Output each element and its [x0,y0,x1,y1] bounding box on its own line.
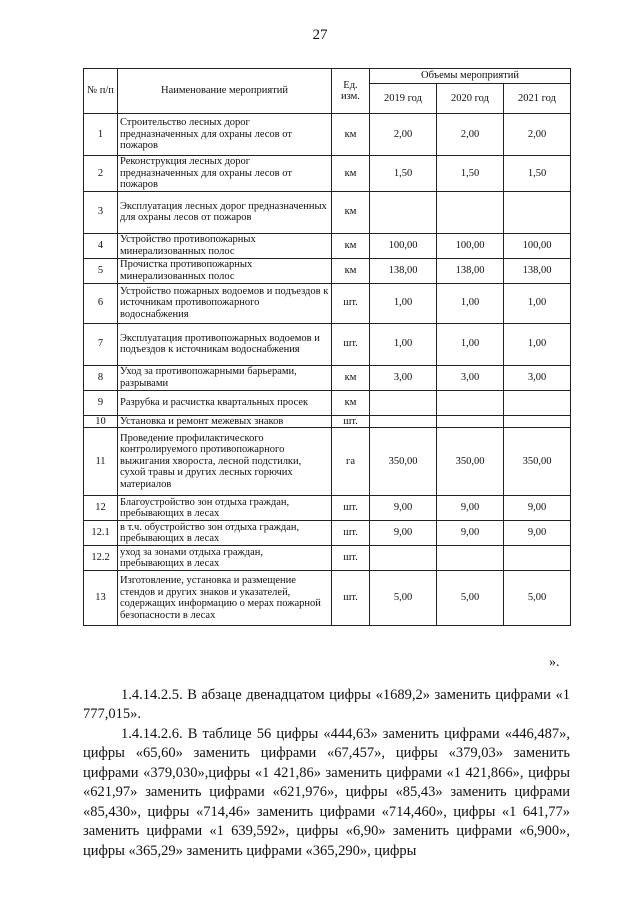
row-value-2019 [370,390,437,415]
row-number: 9 [84,390,118,415]
row-value-2019 [370,546,437,571]
row-measure-name: Уход за противопожарными барьерами, разрывами [118,365,332,390]
table-row [84,546,571,571]
row-measure-name: Эксплуатация лесных дорог предназначенных для охраны лесов от пожаров [118,191,332,233]
row-measure-name: в т.ч. обустройство зон отдыха граждан, пребывающих в лесах [118,521,332,546]
row-measure-name: Устройство противопожарных минерализованных полос [118,233,332,258]
header-volumes: Объемы мероприятий [370,69,571,84]
row-measure-name: Строительство лесных дорог предназначенных для охраны лесов от пожаров [118,114,332,156]
row-value-2019: 3,00 [370,365,437,390]
table-row [84,258,571,283]
row-unit: км [332,258,370,283]
table-body [84,114,571,626]
row-value-2020: 350,00 [437,428,504,496]
row-value-2021: 5,00 [504,571,571,626]
header-year-2019: 2019 год [370,84,437,114]
row-value-2020: 1,50 [437,156,504,192]
row-value-2021: 1,50 [504,156,571,192]
table-row [84,521,571,546]
paragraph-1-4-14-2-5: 1.4.14.2.5. В абзаце двенадцатом цифры «1689,2» заменить цифрами «1 777,015». [83,686,570,722]
row-unit: км [332,390,370,415]
table-row [84,323,571,365]
row-value-2019: 350,00 [370,428,437,496]
table-row [84,191,571,233]
row-value-2019 [370,191,437,233]
table-header [84,69,571,114]
row-unit: шт. [332,283,370,323]
row-value-2021: 1,00 [504,323,571,365]
row-number: 1 [84,114,118,156]
row-value-2019: 100,00 [370,233,437,258]
row-value-2019: 138,00 [370,258,437,283]
page-number: 27 [312,27,328,43]
row-measure-name: Реконструкция лесных дорог предназначенных для охраны лесов от пожаров [118,156,332,192]
table-row [84,156,571,192]
row-value-2020: 3,00 [437,365,504,390]
row-unit: шт. [332,496,370,521]
row-value-2021: 350,00 [504,428,571,496]
table-row [84,415,571,428]
header-unit: Ед. изм. [332,69,370,114]
header-num: № п/п [84,69,118,114]
row-value-2020: 9,00 [437,521,504,546]
row-value-2021 [504,390,571,415]
row-value-2019: 9,00 [370,496,437,521]
row-value-2021 [504,546,571,571]
row-unit: шт. [332,546,370,571]
table-row [84,496,571,521]
row-measure-name: Проведение профилактического контролируемого противопожарного выжигания хвороста, лесной подстилки, сухой травы и других лесных горючих материалов [118,428,332,496]
row-measure-name: Прочистка противопожарных минерализованных полос [118,258,332,283]
table-row [84,233,571,258]
row-number: 10 [84,415,118,428]
paragraph-1-4-14-2-6: 1.4.14.2.6. В таблице 56 цифры «444,63» заменить цифрами «446,487», цифры «65,60» заменить цифрами «67,457», цифры «379,03» заменить цифрами «379,030»,цифры «1 421,86» заменить цифрами «1 421,866», цифры «621,97» заменить цифрами «621,976», цифры «85,43» заменить цифрами «85,430», цифры «714,46» заменить цифрами «714,460», цифры «1 641,77» заменить цифрами «1 639,592», цифры «6,90» заменить цифрами «6,900», цифры «365,29» заменить цифрами «365,290», цифры [83,725,570,859]
closing-quote: ». [549,655,560,670]
row-number: 11 [84,428,118,496]
row-value-2019: 1,00 [370,283,437,323]
row-value-2020: 1,00 [437,323,504,365]
header-year-2020: 2020 год [437,84,504,114]
row-unit: шт. [332,571,370,626]
row-value-2020: 5,00 [437,571,504,626]
table-row [84,283,571,323]
row-value-2019: 9,00 [370,521,437,546]
row-unit: шт. [332,521,370,546]
row-number: 12.2 [84,546,118,571]
row-value-2019: 2,00 [370,114,437,156]
row-measure-name: Устройство пожарных водоемов и подъездов к источникам противопожарного водоснабжения [118,283,332,323]
table-row [84,114,571,156]
row-unit: км [332,365,370,390]
row-measure-name: Разрубка и расчистка квартальных просек [118,390,332,415]
row-value-2020 [437,390,504,415]
row-unit: км [332,114,370,156]
row-unit: км [332,191,370,233]
row-value-2021 [504,191,571,233]
row-value-2020: 9,00 [437,496,504,521]
table-row [84,365,571,390]
row-unit: шт. [332,323,370,365]
row-measure-name: Эксплуатация противопожарных водоемов и подъездов к источникам водоснабжения [118,323,332,365]
row-value-2019 [370,415,437,428]
row-value-2021: 9,00 [504,496,571,521]
row-number: 4 [84,233,118,258]
row-number: 6 [84,283,118,323]
row-value-2019: 1,50 [370,156,437,192]
measures-table [83,68,571,626]
row-value-2021: 2,00 [504,114,571,156]
row-value-2020: 1,00 [437,283,504,323]
row-number: 12.1 [84,521,118,546]
row-value-2020: 138,00 [437,258,504,283]
row-value-2021: 9,00 [504,521,571,546]
table-row [84,390,571,415]
row-unit: км [332,156,370,192]
row-value-2021: 3,00 [504,365,571,390]
row-measure-name: уход за зонами отдыха граждан, пребывающих в лесах [118,546,332,571]
row-number: 8 [84,365,118,390]
table-row [84,428,571,496]
row-number: 3 [84,191,118,233]
row-value-2019: 5,00 [370,571,437,626]
row-number: 7 [84,323,118,365]
row-measure-name: Установка и ремонт межевых знаков [118,415,332,428]
row-value-2020: 2,00 [437,114,504,156]
row-unit: км [332,233,370,258]
row-value-2021 [504,415,571,428]
row-value-2021: 1,00 [504,283,571,323]
row-number: 12 [84,496,118,521]
table-row [84,571,571,626]
row-value-2021: 138,00 [504,258,571,283]
row-value-2020: 100,00 [437,233,504,258]
row-number: 13 [84,571,118,626]
row-measure-name: Изготовление, установка и размещение стендов и других знаков и указателей, содержащих информацию о мерах пожарной безопасности в лесах [118,571,332,626]
row-value-2020 [437,546,504,571]
row-value-2020 [437,191,504,233]
header-year-2021: 2021 год [504,84,571,114]
row-value-2020 [437,415,504,428]
row-number: 2 [84,156,118,192]
row-value-2019: 1,00 [370,323,437,365]
row-unit: шт. [332,415,370,428]
header-name: Наименование мероприятий [118,69,332,114]
row-unit: га [332,428,370,496]
row-measure-name: Благоустройство зон отдыха граждан, пребывающих в лесах [118,496,332,521]
row-number: 5 [84,258,118,283]
row-value-2021: 100,00 [504,233,571,258]
